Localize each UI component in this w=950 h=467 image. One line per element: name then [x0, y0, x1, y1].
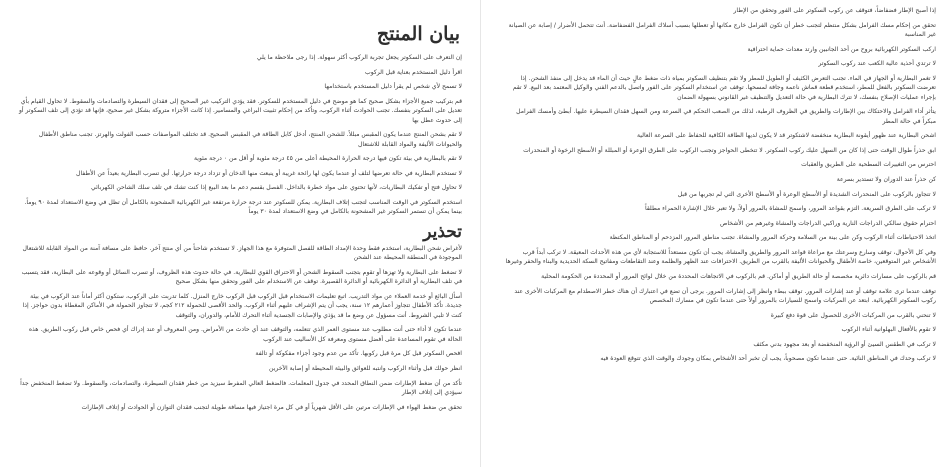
paragraph: استخدم السكوتر في الوقت المناسب لتجنب إتلاف البطارية. يمكن للسكوتر عند درجة حرارة مرتفعة غير الكهربائية المشحونة بالكامل أن تظل في وضع الاستعداد لمدة ٩٠ يوماً. بينما يمكن أن تستمر السكوتر غير المشحونة بالكامل في وضع الاستعداد لمدة ٣٠ يوماً: [24, 198, 462, 216]
paragraph: لا تقم بالبطارية في بيئة تكون فيها درجة الحرارة المحيطة أعلى من ٤٥ درجة مئوية أو أقل من ٠ درجة مئوية: [193, 155, 462, 163]
paragraph: إذا أصبح الإطار فضفاضاً، فتوقف عن ركوب السكوتر على الفور وتحقق من الإطار: [733, 7, 936, 14]
paragraph: لا تقوم بالأفعال البهلوانية أثناء الركوب: [841, 326, 936, 334]
page-title: بيان المنتج: [376, 23, 460, 45]
paragraph: لا تغمر البطارية أو الجهاز في الماء. تجنب التعرض الكثيف أو الطويل للمطر ولا تقم بتنظيف السكوتر بمياه ذات ضغط عالٍ حيث أن الماء قد يدخل إلى منفذ الشحن. إذا تعرضت السكوتر بالفعل للمطر، استخدم قطعة قماش ناعمة وجافة لمسحها. توقف عن استخدام السكوتر على الفور واتصل بالدعم الفني والوكيل المعتمد بعد البيع. لا تقم بإجراء عمليات الإصلاح بنفسك، لا تترك البطارية في حالة التعديل والتنظيف غير القانوني بسهولة الضمان: [512, 74, 936, 101]
paragraph: إن التعرف على السكوتر يجعل تجربة الركوب أكثر سهولة. إذا رجى ملاحظة ما يلي: [256, 54, 462, 61]
paragraph: توقف عندما ترى علامة توقف أو عند إشارات المرور. توقف ببطء وانظر إلى إشارات المرور. يرجى أن تضع في اعتبارك أن هناك خطر الاصطدام مع المركبات الأخرى عند ركوب السكوتر الكهربائية. ابتعد عن المركبات واسمح للسيارات بالمرور أولاً حتى عندما تكون في مسارك المخصص: [514, 287, 936, 304]
paragraph: قم بالركوب على مسارات دائرية مخصصة أو حالة الطريق أو أماكن. قم بالركوب في الاتجاهات المحددة من خلال لوائح المرور أو المحددة من الحكومة المحلية: [541, 272, 936, 280]
paragraph: لأغراض شحن البطارية، استخدم فقط وحدة الإمداد الطاقة للفصل المتوفرة مع هذا الجهاز. لا تستخدم شاحناً من أي منتج آخر. حافظ على مسافة آمنة من المواد القابلة للاشتعال الموجودة في المنطقة المحيطة عند الشحن: [22, 244, 462, 262]
paragraph: أسأل البائع أو خدمة العملاء عن مواد التدريب. اتبع تعليمات الاستخدام قبل الركوب قبل الركوب خارج المنزل. كلما تدربت على الركوب، ستكون أكثر أماناً عند الركوب في بيئة جديدة. تأكد الأطفال تتجاوز أعمارهم ١٢ سنة، يجب أن يتم الإشراف عليهم أثناء الركوب. والحد الأقصى للحمولة ٢١٢ كجم، لا تتجاوز الحمولة في الأماكن المغطاة بدون حواجز. إذا كنت لا تلبي الشروط. أنت مسؤول عن وضع ما قد يؤذي والإصابات الجسدية أثناء التحرك للأمام، والدوران، والتوقف: [22, 292, 462, 319]
paragraph: لا تستخدم البطارية في حالة تعرضها لتلف أو عندما يكون لها رائحة غريبة أو ينبعث منها الدخان أو تزداد درجة حرارتها. أبق تسرب البطارية بعيداً عن الأطفال: [76, 169, 462, 177]
paragraph: ابق حذراً طوال الوقت حتى إذا كان من السهل عليك ركوب السكوتر. لا تتخطى الحواجز وتجنب الركوب على الطرق الوعرة أو المبللة أو الأسطح الرخوة أو المنحدرات: [523, 146, 936, 154]
paragraph: يتأثر أداء الفرامل والاحتكاك بين الإطارات والطريق في الظروف الرطبة، لذلك من الصعب التحكم في السرعة ومن السهل فقدان السيطرة عليها. أبطئ وأمسك الفرامل مبكراً في حالة المطر: [516, 108, 936, 125]
paragraph: لا تتجاوز بالركوب على المنحدرات الشديدة أو الأسطح الوعرة أو الأسطح الأخرى التي لم تجربها من قبل: [677, 190, 936, 198]
right-column: [480, 0, 950, 467]
paragraph: اركب السكوتر الكهربائية بروح من أحد الجانبين وارتد معدات حماية احترافية: [747, 45, 936, 53]
paragraph: كن حذراً عند الدوران ولا تستدير بسرعة: [836, 175, 936, 183]
paragraph: لا ترتدي أحذية عالية الكعب عند ركوب السكوتر: [818, 60, 936, 68]
paragraph: انظر حولك قبل وأثناء الركوب وانتبه للعوائق والبيئة المحيطة أو إصابة الآخرين: [269, 364, 462, 372]
paragraph: لا تسمح لأي شخص لم يقرأ دليل المستخدم باستخدامها: [324, 83, 462, 91]
paragraph: تحقق من إحكام مسك الفرامل بشكل منتظم لتجنب خطر أن تكون الفرامل خارج مكانها أو تعطلها بسبب أسلاك الفرامل الفضفاضة. أنت تتحمل الأضرار / إصابة عن الصيانة غير المناسبة: [508, 21, 936, 38]
paragraph: لا تركب في الطقس السيئ أو الرؤية المنخفضة أو بعد مجهود بدني مكثف: [753, 340, 936, 348]
paragraph: لا تنحني بالقرب من المركبات الأخرى للحصول على قوة دفع كبيرة: [770, 311, 936, 319]
paragraph: وفي كل الأحوال، توقف وسارع وسرعتك مع مراعاة قواعد المرور والطريق والمشاة، يجب أن تكون مستعداً للاستجابة لأي من هذه الأحداث المعيقة. لا تركب أبداً قرب الأشخاص غير المتوقعين، خاصة الأطفال والحيوانات الأليفة بالقرب من الطريق. الاحترافات عند الظهر والظلمة وعند التقاطعات ومفاتيح السكة الحديدية والبناء والحفر وغيرها: [505, 248, 936, 266]
paragraph: لا تضغط على البطارية ولا تهزها أو تقوم بتجنب السقوط الشحن أو الاحتراق القوي للبطارية. في حالة حدوث هذه الظروف، أو تسرب السائل أو وقوعه على البطارية، فقد يتسبب في تلف البطارية أو الدائرة الكهربائية أو الدائرة القصيرة. توقف عن الاستخدام على الفور وتحقق منها بشكل صحيح: [21, 268, 462, 286]
paragraph: لا تركب على الطرق السريعة. التزم بقواعد المرور، واسمح للمشاة بالمرور أولاً، ولا تعبر خلال الإشارة الحمراء مطلقاً: [644, 205, 936, 213]
paragraph: اتخذ الاحتياطات أثناء الركوب وكن على بينة من السلامة وحركة المرور والمشاة. تجنب مناطق المرور المزدحم أو المناطق المكتظة: [609, 234, 936, 242]
paragraph: تحقق من ضغط الهواء في الإطارات مرتين على الأقل شهرياً أو في كل مرة اجتياز فيها مسافة طويلة لتجنب فقدان التوازن أو الحوادث أو إتلاف الإطارات: [81, 403, 462, 411]
paragraph: افحص السكوتر قبل كل مرة قبل ركوبها. تأكد من عدم وجود أجزاء مفكوكة أو تالفة: [255, 350, 462, 358]
paragraph: اقرأ دليل المستخدم بعناية قبل الركوب: [365, 68, 462, 76]
paragraph: احترام حقوق سالكي الدراجات النارية وراكبي الدراجات والمشاة وغيرهم من الأشخاص: [720, 219, 936, 227]
paragraph: عندما تكون لا أداء حتى أنت مطلوب عند مستوى العمر الذي تتعلمه، والتوقف عند أي حادث من الأمراض. ومن المعروف أو عند إدراك أي فحص خاص قبل ركوب الطريق. هذه الحالة في تقوم المساعدة على أفضل مستوى ومعرفة كل الأساليب عند الركوب: [28, 326, 462, 343]
paragraph: اشحن البطارية عند ظهور أيقونة البطارية منخفضة لاشتكوتر قد لا يكون لديها الطاقة الكافية للحفاظ على السرعة العالية: [636, 132, 936, 140]
paragraph: احترس من التغييرات السطحية على الطريق والعقبات: [801, 161, 936, 169]
warning-heading: تحذير: [423, 221, 462, 242]
paragraph: لا تركب وحدك في المناطق النائية. حتى عندما تكون مصحوباً، يجب أن تخبر أحد الأشخاص بمكان وجودك والوقت الذي تتوقع العودة فيه: [600, 355, 936, 363]
paragraph: لا تحاول فتح أو تفكيك البطاريات، لأنها تحتوي على مواد خطرة بالداخل. الفصل بقسم دعم ما بعد البيع إذا كنت تشك في تلف سلك الشاحن الكهربائي: [90, 184, 462, 192]
paragraph: قم بتركيب جميع الأجزاء بشكل صحيح كما هو موضح في دليل المستخدم للسكوتر. فقد يؤدي التركيب غير الصحيح إلى فقدان السيطرة والتصادمات والسقوط. لا تحاول القيام بأي تعديل على السكوتر بنفسك. تجنب الحوادث أثناء الركوب، وتأكد من إحكام تثبيت البراغي والمسامير. إذا كانت الأجزاء متروكة بشكل غير صحيح، فإنها قد تؤدي إلى تلف السكوتر أو إلى حدوث عطل بها: [18, 97, 462, 124]
paragraph: لا تقم بشحن المنتج عندما يكون المقبس مبللاً. للشحن المنتج، أدخل كابل الطاقة في المقبس الصحيح. قد تختلف المواصفات حسب الفولت والهرتز. تجنب مناطق الأطفال والحيوانات الأليفة والمواد القابلة للاشتعال: [38, 131, 462, 148]
paragraph: تأكد من أن ضغط الإطارات ضمن النطاق المحدد في جدول المعلمات. فالضغط العالي المفرط سيزيد من خطر فقدان السيطرة، والتصادمات، والسقوط. ولا تضغط المنخفض جداً سيؤدي إلى إتلاف الإطار: [20, 379, 462, 396]
